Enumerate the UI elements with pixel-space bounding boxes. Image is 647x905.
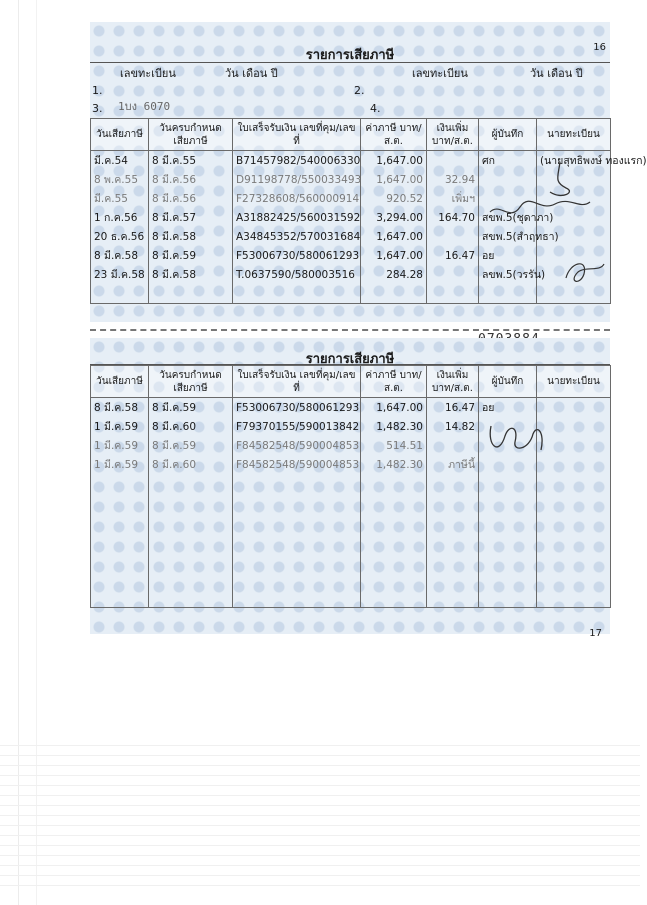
cell-due-date [149,493,233,512]
cell-registrar [537,588,611,608]
page-number-bottom: 17 [589,628,602,639]
cell-extra: 16.47 [427,246,479,265]
cell-recorder [479,550,537,569]
col-header-extra: เงินเพิ่ม บาท/ส.ต. [427,119,479,151]
cell-due-date: 8 มี.ค.60 [149,417,233,436]
cell-registrar [537,398,611,418]
cell-recorder [479,474,537,493]
col-header-extra: เงินเพิ่ม บาท/ส.ต. [427,366,479,398]
cell-paid-date [91,512,149,531]
cell-due-date: 8 มี.ค.58 [149,265,233,284]
cell-paid-date [91,474,149,493]
cell-extra: 14.82 [427,417,479,436]
cell-receipt: F53006730/580061293 [233,398,361,418]
cell-due-date [149,474,233,493]
reg-num-3: 3. [92,102,103,115]
reg-head-1: เลขทะเบียน [120,67,176,80]
cell-extra: 16.47 [427,398,479,418]
reg-head-2: เลขทะเบียน [412,67,468,80]
col-header-registrar: นายทะเบียน [537,366,611,398]
tax-table-2 [90,365,611,608]
cell-recorder [479,493,537,512]
cell-tax [361,531,427,550]
cell-recorder [479,531,537,550]
cell-due-date [149,512,233,531]
cell-paid-date [91,284,149,304]
cell-receipt [233,493,361,512]
cell-extra [427,569,479,588]
scan-artifact-lines [0,745,640,895]
cell-paid-date: 1 ก.ค.56 [91,208,149,227]
col-header-tax: ค่าภาษี บาท/ส.ต. [361,366,427,398]
cell-recorder: อย [479,246,537,265]
tear-line [90,329,610,331]
cell-tax: 1,482.30 [361,455,427,474]
cell-paid-date: 23 มี.ค.58 [91,265,149,284]
cell-due-date [149,531,233,550]
cell-due-date: 8 มี.ค.58 [149,227,233,246]
cell-paid-date: 1 มี.ค.59 [91,436,149,455]
col-header-due: วันครบกำหนด เสียภาษี [149,119,233,151]
cell-paid-date: มี.ค.55 [91,189,149,208]
cell-receipt [233,512,361,531]
cell-receipt [233,569,361,588]
cell-paid-date [91,550,149,569]
cell-paid-date: 1 มี.ค.59 [91,455,149,474]
cell-tax: 514.51 [361,436,427,455]
cell-extra [427,474,479,493]
cell-extra [427,531,479,550]
col-header-paid: วันเสียภาษี [91,366,149,398]
cell-extra [427,265,479,284]
cell-paid-date: 20 ธ.ค.56 [91,227,149,246]
cell-tax [361,512,427,531]
cell-receipt: F53006730/580061293 [233,246,361,265]
cell-extra [427,550,479,569]
cell-registrar: (นายสุทธิพงษ์ ทองแรก) [537,151,611,171]
cell-tax [361,284,427,304]
cell-extra [427,227,479,246]
cell-due-date: 8 มี.ค.57 [149,208,233,227]
date-head-1: วัน เดือน ปี [225,67,278,80]
cell-recorder: ลขพ.5(วรรัน) [479,265,537,284]
cell-tax: 1,647.00 [361,246,427,265]
cell-registrar [537,474,611,493]
section-title: รายการเสียภาษี [305,352,395,367]
cell-paid-date [91,588,149,608]
reg-num-2: 2. [354,84,365,97]
reg-num-4: 4. [370,102,381,115]
table-row [91,246,611,265]
cell-extra [427,151,479,171]
cell-due-date: 8 มี.ค.59 [149,436,233,455]
registrar-signature [480,152,610,232]
col-header-tax: ค่าภาษี บาท/ส.ต. [361,119,427,151]
col-header-paid: วันเสียภาษี [91,119,149,151]
cell-tax: 920.52 [361,189,427,208]
cell-extra: 164.70 [427,208,479,227]
cell-receipt [233,284,361,304]
cell-recorder [479,512,537,531]
cell-extra [427,284,479,304]
page-number-top: 16 [593,42,606,53]
cell-extra [427,512,479,531]
cell-tax: 1,647.00 [361,151,427,171]
cell-due-date [149,284,233,304]
col-header-recorder: ผู้บันทึก [479,366,537,398]
col-header-registrar: นายทะเบียน [537,119,611,151]
date-head-2: วัน เดือน ปี [530,67,583,80]
cell-recorder: อย [479,398,537,418]
cell-paid-date [91,569,149,588]
cell-tax: 1,482.30 [361,417,427,436]
cell-receipt: T.0637590/580003516 [233,265,361,284]
cell-registrar [537,531,611,550]
cell-tax: 1,647.00 [361,170,427,189]
cell-tax [361,588,427,608]
cell-receipt: A34845352/570031684 [233,227,361,246]
table-row [91,398,611,418]
cell-receipt: B71457982/540006330 [233,151,361,171]
cell-due-date: 8 มี.ค.59 [149,398,233,418]
title-rule [90,62,610,63]
cell-due-date [149,588,233,608]
cell-due-date: 8 มี.ค.59 [149,246,233,265]
cell-recorder [479,588,537,608]
cell-recorder: สขพ.5(ชุดาภา) [479,208,537,227]
cell-registrar [537,512,611,531]
cell-receipt [233,531,361,550]
cell-due-date: 8 มี.ค.56 [149,170,233,189]
cell-extra [427,436,479,455]
cell-tax [361,474,427,493]
cell-receipt: F27328608/560000914 [233,189,361,208]
cell-due-date: 8 มี.ค.56 [149,189,233,208]
cell-tax [361,569,427,588]
cell-extra: 32.94 [427,170,479,189]
table-row [91,474,611,493]
cell-paid-date: 8 พ.ค.55 [91,170,149,189]
reg-num-1: 1. [92,84,103,97]
cell-receipt: F79370155/590013842 [233,417,361,436]
table-row [91,265,611,284]
table-row [91,493,611,512]
cell-recorder: สขพ.5(สำฤทธา) [479,227,537,246]
cell-registrar [537,550,611,569]
table-row [91,512,611,531]
cell-receipt [233,588,361,608]
table-row [91,284,611,304]
cell-receipt [233,474,361,493]
cell-paid-date: 8 มี.ค.58 [91,398,149,418]
cell-receipt: A31882425/560031592 [233,208,361,227]
cell-tax [361,493,427,512]
cell-due-date: 8 มี.ค.55 [149,151,233,171]
cell-tax: 1,647.00 [361,227,427,246]
cell-paid-date: 1 มี.ค.59 [91,417,149,436]
cell-tax: 3,294.00 [361,208,427,227]
col-header-receipt: ใบเสร็จรับเงิน เลขที่คุม/เลขที่ [233,366,361,398]
cell-paid-date [91,531,149,550]
tax-record-sheet-top [90,22,647,322]
cell-receipt: D91198778/550033493 [233,170,361,189]
cell-registrar [537,569,611,588]
cell-tax [361,550,427,569]
cell-paid-date: 8 มี.ค.58 [91,246,149,265]
cell-tax: 1,647.00 [361,398,427,418]
cell-extra [427,493,479,512]
table-row [91,569,611,588]
cell-extra: ภาษีนี้ [427,455,479,474]
section-title: รายการเสียภาษี [305,48,395,63]
cell-paid-date [91,493,149,512]
cell-extra [427,588,479,608]
table-row [91,588,611,608]
col-header-receipt: ใบเสร็จรับเงิน เลขที่คุม/เลขที่ [233,119,361,151]
cell-extra: เพิ่มฯ [427,189,479,208]
cell-receipt: F84582548/590004853 [233,455,361,474]
cell-tax: 284.28 [361,265,427,284]
cell-recorder [479,569,537,588]
cell-receipt: F84582548/590004853 [233,436,361,455]
recorder-signature [485,416,555,464]
cell-recorder [479,284,537,304]
reg-value: 1บง 6070 [118,100,171,113]
cell-receipt [233,550,361,569]
cell-registrar [537,493,611,512]
tax-record-sheet-bottom [90,338,610,639]
recorder-signature [560,252,610,292]
col-header-recorder: ผู้บันทึก [479,119,537,151]
col-header-due: วันครบกำหนด เสียภาษี [149,366,233,398]
cell-recorder: ศก [479,151,537,171]
table-row [91,550,611,569]
cell-due-date [149,569,233,588]
cell-due-date: 8 มี.ค.60 [149,455,233,474]
cell-due-date [149,550,233,569]
cell-paid-date: มี.ค.54 [91,151,149,171]
table-row [91,531,611,550]
